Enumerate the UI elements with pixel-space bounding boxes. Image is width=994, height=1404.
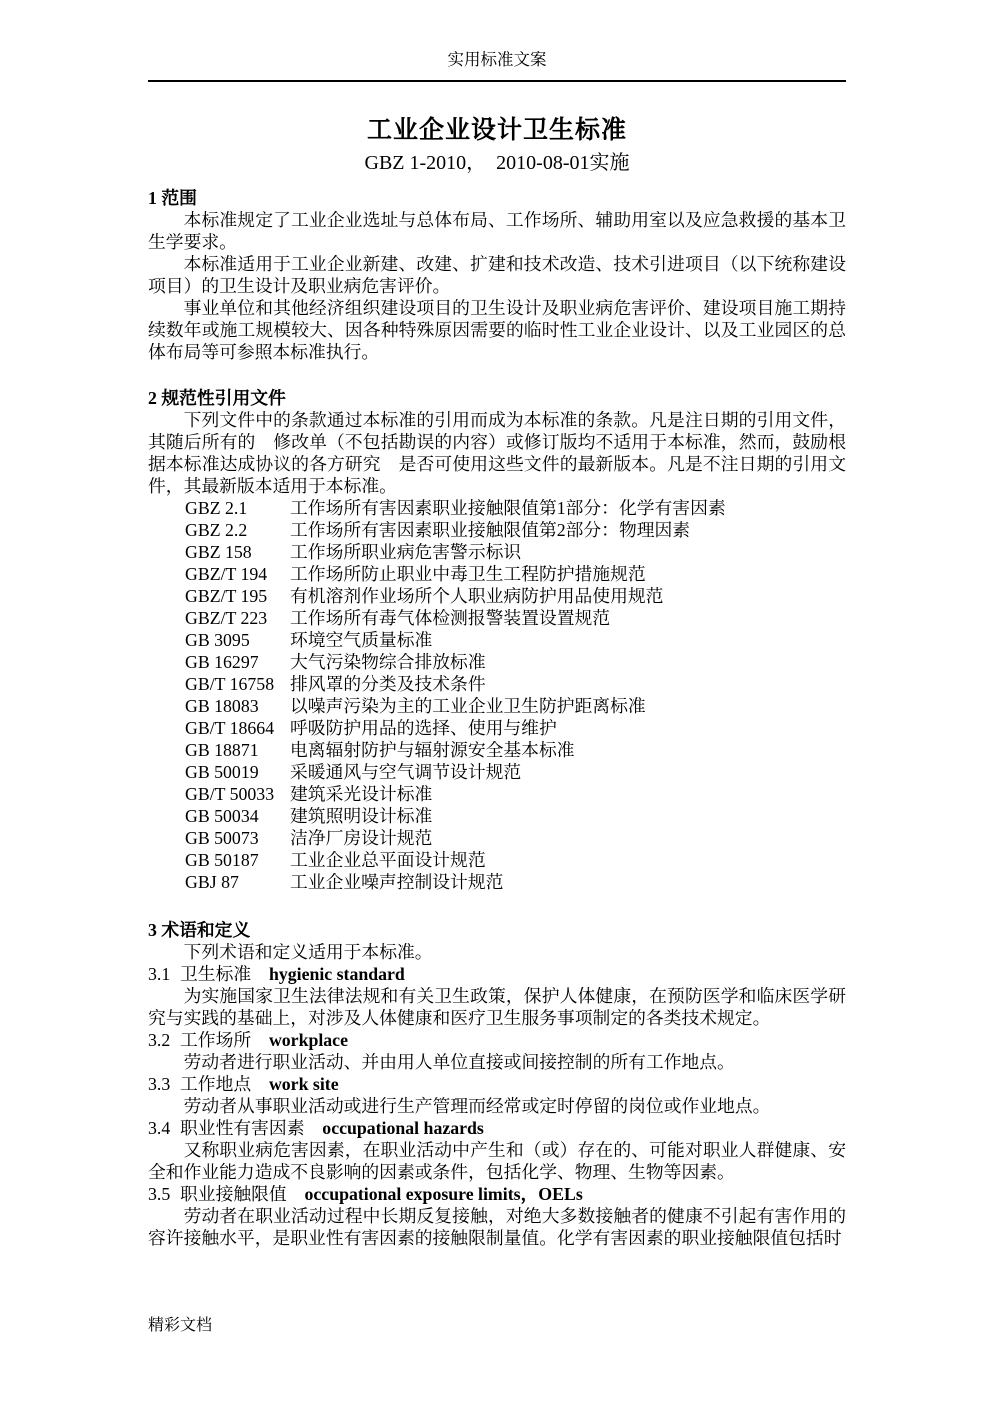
paragraph: 本标准适用于工业企业新建、改建、扩建和技术改造、技术引进项目（以下统称建设项目）的卫生设计及职业病危害评价。 bbox=[148, 254, 846, 296]
reference-code: GBJ 87 bbox=[185, 872, 239, 892]
reference-row bbox=[185, 673, 846, 695]
reference-code: GBZ/T 194 bbox=[185, 564, 268, 584]
reference-code: GBZ 158 bbox=[185, 542, 252, 562]
paragraph: 为实施国家卫生法律法规和有关卫生政策，保护人体健康，在预防医学和临床医学研究与实践的基础上，对涉及人体健康和医疗卫生服务事项制定的各类技术规定。 bbox=[148, 986, 846, 1028]
reference-row bbox=[185, 695, 846, 717]
reference-title: 工作场所职业病危害警示标识 bbox=[290, 542, 522, 562]
term-chinese: 工作地点 bbox=[180, 1074, 252, 1094]
reference-code: GB 18083 bbox=[185, 696, 259, 716]
document-subtitle: GBZ 1-2010， 2010-08-01实施 bbox=[364, 152, 630, 174]
reference-row bbox=[185, 849, 846, 871]
reference-row bbox=[185, 739, 846, 761]
reference-title: 工作场所有害因素职业接触限值第1部分：化学有害因素 bbox=[290, 498, 726, 518]
paragraph: 劳动者在职业活动过程中长期反复接触，对绝大多数接触者的健康不引起有害作用的容许接触水平，是职业性有害因素的接触限制量值。化学有害因素的职业接触限值包括时 bbox=[148, 1206, 846, 1248]
reference-title: 环境空气质量标准 bbox=[290, 630, 433, 650]
reference-row bbox=[185, 607, 846, 629]
reference-code: GBZ 2.2 bbox=[185, 520, 248, 540]
reference-code: GB 50187 bbox=[185, 850, 259, 870]
reference-title: 呼吸防护用品的选择、使用与维护 bbox=[290, 718, 557, 738]
reference-row bbox=[185, 805, 846, 827]
reference-row bbox=[185, 761, 846, 783]
reference-title: 大气污染物综合排放标准 bbox=[290, 652, 486, 672]
page bbox=[148, 0, 846, 1249]
reference-title: 洁净厂房设计规范 bbox=[290, 828, 433, 848]
reference-row bbox=[185, 541, 846, 563]
term-number: 3.1 bbox=[148, 964, 171, 984]
section-heading: 1 范围 bbox=[148, 188, 197, 208]
term-heading bbox=[148, 1183, 846, 1205]
reference-code: GB/T 16758 bbox=[185, 674, 275, 694]
reference-title: 工作场所有毒气体检测报警装置设置规范 bbox=[290, 608, 611, 628]
reference-title: 采暖通风与空气调节设计规范 bbox=[290, 762, 522, 782]
reference-title: 排风罩的分类及技术条件 bbox=[290, 674, 486, 694]
term-english: occupational exposure limits，OELs bbox=[304, 1184, 583, 1204]
reference-title: 建筑照明设计标准 bbox=[290, 806, 433, 826]
paragraph: 劳动者进行职业活动、并由用人单位直接或间接控制的所有工作地点。 bbox=[183, 1052, 735, 1072]
reference-title: 工业企业噪声控制设计规范 bbox=[290, 872, 504, 892]
reference-row bbox=[185, 827, 846, 849]
reference-title: 有机溶剂作业场所个人职业病防护用品使用规范 bbox=[290, 586, 664, 606]
section-heading: 3 术语和定义 bbox=[148, 920, 251, 940]
reference-code: GB/T 18664 bbox=[185, 718, 275, 738]
term-chinese: 职业接触限值 bbox=[180, 1184, 287, 1204]
reference-code: GB 50034 bbox=[185, 806, 259, 826]
reference-code: GBZ/T 223 bbox=[185, 608, 268, 628]
reference-code: GB 50019 bbox=[185, 762, 259, 782]
document-body bbox=[148, 187, 846, 1249]
reference-row bbox=[185, 717, 846, 739]
term-english: occupational hazards bbox=[322, 1118, 484, 1138]
section-heading: 2 规范性引用文件 bbox=[148, 388, 286, 408]
reference-row bbox=[185, 629, 846, 651]
reference-code: GB 18871 bbox=[185, 740, 259, 760]
term-heading bbox=[148, 963, 846, 985]
paragraph: 下列术语和定义适用于本标准。 bbox=[183, 942, 433, 962]
reference-row bbox=[185, 783, 846, 805]
paragraph: 本标准规定了工业企业选址与总体布局、工作场所、辅助用室以及应急救援的基本卫生学要求。 bbox=[148, 210, 846, 252]
term-english: hygienic standard bbox=[268, 964, 405, 984]
reference-title: 电离辐射防护与辐射源安全基本标准 bbox=[290, 740, 575, 760]
term-number: 3.3 bbox=[148, 1074, 171, 1094]
reference-row bbox=[185, 497, 846, 519]
term-heading bbox=[148, 1029, 846, 1051]
term-number: 3.2 bbox=[148, 1030, 171, 1050]
reference-list bbox=[148, 497, 846, 893]
reference-title: 工作场所防止职业中毒卫生工程防护措施规范 bbox=[290, 564, 646, 584]
reference-code: GBZ/T 195 bbox=[185, 586, 268, 606]
term-english: work site bbox=[268, 1074, 339, 1094]
reference-code: GB/T 50033 bbox=[185, 784, 275, 804]
header-rule bbox=[148, 80, 846, 82]
reference-row bbox=[185, 519, 846, 541]
term-heading bbox=[148, 1117, 846, 1139]
reference-code: GB 50073 bbox=[185, 828, 259, 848]
reference-code: GBZ 2.1 bbox=[185, 498, 248, 518]
document-title: 工业企业设计卫生标准 bbox=[366, 117, 627, 144]
footer-text: 精彩文档 bbox=[148, 1317, 213, 1334]
term-english: workplace bbox=[268, 1030, 348, 1050]
reference-title: 工作场所有害因素职业接触限值第2部分：物理因素 bbox=[290, 520, 691, 540]
term-chinese: 卫生标准 bbox=[180, 964, 252, 984]
header-text: 实用标准文案 bbox=[447, 50, 547, 69]
reference-code: GB 3095 bbox=[185, 630, 250, 650]
paragraph: 劳动者从事职业活动或进行生产管理而经常或定时停留的岗位或作业地点。 bbox=[183, 1096, 771, 1116]
paragraph: 下列文件中的条款通过本标准的引用而成为本标准的条款。凡是注日期的引用文件，其随后所有的 修改单（不包括勘误的内容）或修订版均不适用于本标准，然而，鼓励根据本标准达成协议的各方研究 是否可使用这些文件的最新版本。凡是不注日期的引用文件，其最新版本适用于本标准。 bbox=[148, 410, 846, 496]
reference-row bbox=[185, 585, 846, 607]
term-chinese: 工作场所 bbox=[180, 1030, 252, 1050]
reference-title: 工业企业总平面设计规范 bbox=[290, 850, 486, 870]
reference-row bbox=[185, 563, 846, 585]
term-number: 3.4 bbox=[148, 1118, 171, 1138]
reference-title: 以噪声污染为主的工业企业卫生防护距离标准 bbox=[290, 696, 646, 716]
term-heading bbox=[148, 1073, 846, 1095]
term-number: 3.5 bbox=[148, 1184, 171, 1204]
term-chinese: 职业性有害因素 bbox=[180, 1118, 305, 1138]
reference-title: 建筑采光设计标准 bbox=[290, 784, 433, 804]
paragraph: 事业单位和其他经济组织建设项目的卫生设计及职业病危害评价、建设项目施工期持续数年或施工规模较大、因各种特殊原因需要的临时性工业企业设计、以及工业园区的总体布局等可参照本标准执行。 bbox=[148, 298, 846, 362]
reference-code: GB 16297 bbox=[185, 652, 259, 672]
reference-row bbox=[185, 871, 846, 893]
reference-row bbox=[185, 651, 846, 673]
paragraph: 又称职业病危害因素，在职业活动中产生和（或）存在的、可能对职业人群健康、安全和作业能力造成不良影响的因素或条件，包括化学、物理、生物等因素。 bbox=[148, 1140, 846, 1182]
